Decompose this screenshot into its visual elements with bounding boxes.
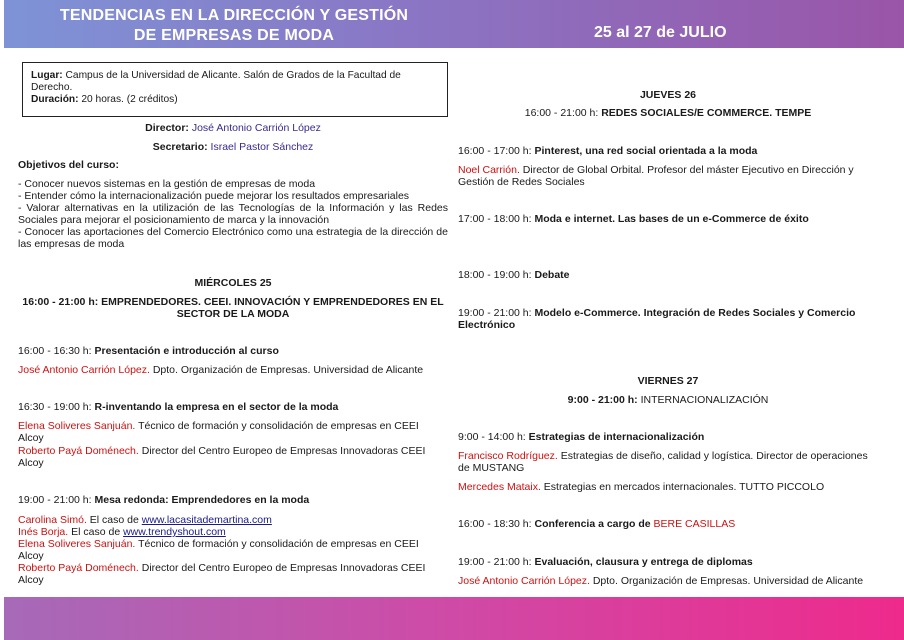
s3-title: Evaluación, clausura y entrega de diplomas [534,556,753,568]
jueves-heading: JUEVES 26 [639,89,697,101]
course-title-line1: TENDENCIAS EN LA DIRECCIÓN Y GESTIÓN [59,7,409,24]
objetivo-item: - Entender cómo la internacionalización puede mejorar los resultados empresariales [18,190,410,202]
s3-time: 19:00 - 21:00 h: [18,494,92,506]
jueves-session [458,107,878,119]
miercoles-s3-speaker2 [18,526,438,538]
miercoles-s2-speaker2 [18,445,438,469]
duracion-label: Duración: [31,94,79,105]
miercoles-s2-speaker1 [18,420,438,444]
lugar-value: Campus de la Universidad de Alicante. Salón de Grados de la Facultad de Derecho. [31,70,401,93]
s3-time: 19:00 - 21:00 h: [458,556,532,568]
director-line [18,122,448,134]
speaker-name: José Antonio Carrión López. [458,575,590,587]
speaker-name: Mercedes Mataix. [458,481,541,493]
objetivos-title: Objetivos del curso: [18,159,119,171]
speaker-name: Elena Soliveres Sanjuán. [18,538,136,550]
jueves-s1-speaker [458,164,878,188]
miercoles-s3 [18,494,309,506]
miercoles-s3-speaker4 [18,562,438,586]
jueves-s4 [458,307,878,331]
jueves-s1 [458,145,757,157]
viernes-s2 [458,518,735,530]
speaker-desc: Estrategias de diseño, calidad y logística. Director de operaciones de MUSTANG [458,450,868,474]
jueves-session-title: REDES SOCIALES/E COMMERCE. TEMPE [601,107,812,119]
miercoles-session [18,296,448,320]
miercoles-session-title: EMPRENDEDORES. CEEI. INNOVACIÓN Y EMPRENDEDORES EN EL SECTOR DE LA MODA [101,296,444,320]
duracion-value: 20 horas. (2 créditos) [81,94,178,105]
s2-title: R-inventando la empresa en el sector de la moda [94,401,339,413]
secretario-name: Israel Pastor Sánchez [210,141,314,153]
s2-title: Moda e internet. Las bases de un e-Commerce de éxito [534,213,809,225]
viernes-s3-speaker [458,575,878,587]
lugar-line [31,70,439,94]
speaker-desc: El caso de [71,526,121,538]
s1-title: Pinterest, una red social orientada a la moda [534,145,758,157]
jueves-s3 [458,269,570,281]
secretario-line [18,141,448,153]
s1-time: 9:00 - 14:00 h: [458,431,526,443]
course-dates: 25 al 27 de JULIO [594,24,727,41]
website-link[interactable]: www.lacasitademartina.com [141,514,272,526]
website-link[interactable]: www.trendyshout.com [123,526,226,538]
speaker-name: Francisco Rodríguez. [458,450,558,462]
miercoles-s3-speaker3 [18,538,438,562]
s4-title: Modelo e-Commerce. Integración de Redes Sociales y Comercio Electrónico [458,307,856,331]
info-box [22,62,448,117]
viernes-s3 [458,556,753,568]
s2-time: 17:00 - 18:00 h: [458,213,532,225]
speaker-desc: Estrategias en mercados internacionales. TUTTO PICCOLO [543,481,825,493]
speaker-desc: Técnico de formación y consolidación de empresas en CEEI Alcoy [18,538,419,562]
viernes-s1-speaker1 [458,450,878,474]
course-title-line2: DE EMPRESAS DE MODA [133,27,335,44]
s1-title: Estrategias de internacionalización [528,431,705,443]
speaker-name: Carolina Simó. [18,514,87,526]
viernes-s1 [458,431,704,443]
speaker-name: José Antonio Carrión López. [18,364,150,376]
duracion-line [31,94,439,106]
speaker-desc: Director de Global Orbital. Profesor del máster Ejecutivo en Dirección y Gestión de Redes Sociales [458,164,854,188]
jueves-s2 [458,213,809,225]
director-label: Director: [145,122,189,134]
header-banner [4,0,904,48]
s1-time: 16:00 - 17:00 h: [458,145,532,157]
s2-time: 16:00 - 18:30 h: [458,518,532,530]
secretario-label: Secretario: [152,141,208,153]
miercoles-s3-speaker1 [18,514,438,526]
objetivos-list [18,178,448,250]
s3-time: 18:00 - 19:00 h: [458,269,532,281]
s4-time: 19:00 - 21:00 h: [458,307,532,319]
speaker-name: Roberto Payá Doménech. [18,562,139,574]
speaker-desc: Dpto. Organización de Empresas. Universidad de Alicante [152,364,424,376]
objetivo-item: - Conocer las aportaciones del Comercio Electrónico como una estrategia de la dirección de las empresas de moda [18,226,448,250]
viernes-s1-speaker2 [458,481,878,493]
viernes-session [458,394,878,406]
viernes-session-title: INTERNACIONALIZACIÓN [640,394,769,406]
speaker-desc: Director del Centro Europeo de Empresas Innovadoras CEEI Alcoy [18,562,426,586]
speaker-name: Noel Carrión. [458,164,520,176]
course-title [4,6,464,46]
viernes-heading: VIERNES 27 [637,375,699,387]
jueves-session-time: 16:00 - 21:00 h: [524,107,599,119]
speaker-desc: Dpto. Organización de Empresas. Universidad de Alicante [592,575,864,587]
miercoles-session-time: 16:00 - 21:00 h: [22,296,99,308]
objetivo-item: - Conocer nuevos sistemas en la gestión de empresas de moda [18,178,316,190]
speaker-desc: Director del Centro Europeo de Empresas Innovadoras CEEI Alcoy [18,445,426,469]
speaker-name: Inés Borja. [18,526,69,538]
speaker-name: Elena Soliveres Sanjuán. [18,420,136,432]
speaker-desc: El caso de [89,514,139,526]
s1-title: Presentación e introducción al curso [94,345,279,357]
miercoles-s1-speaker [18,364,448,376]
miercoles-s2 [18,401,338,413]
s3-title: Debate [534,269,570,281]
s2-title: Conferencia a cargo de [534,518,651,530]
featured-speaker: BERE CASILLAS [653,518,736,530]
viernes-session-time: 9:00 - 21:00 h: [567,394,638,406]
lugar-label: Lugar: [31,70,63,81]
director-name: José Antonio Carrión López [191,122,321,134]
objetivo-item: - Valorar alternativas en la utilización de las Tecnologías de la Información y las Redes Sociales para mejorar el posicionamiento de marca y la innovación [18,202,448,226]
footer-bar [4,597,904,640]
s2-time: 16:30 - 19:00 h: [18,401,92,413]
s1-time: 16:00 - 16:30 h: [18,345,92,357]
miercoles-s1 [18,345,279,357]
miercoles-heading: MIÉRCOLES 25 [194,277,272,289]
s3-title: Mesa redonda: Emprendedores en la moda [94,494,310,506]
speaker-desc: Técnico de formación y consolidación de empresas en CEEI Alcoy [18,420,419,444]
speaker-name: Roberto Payá Doménech. [18,445,139,457]
